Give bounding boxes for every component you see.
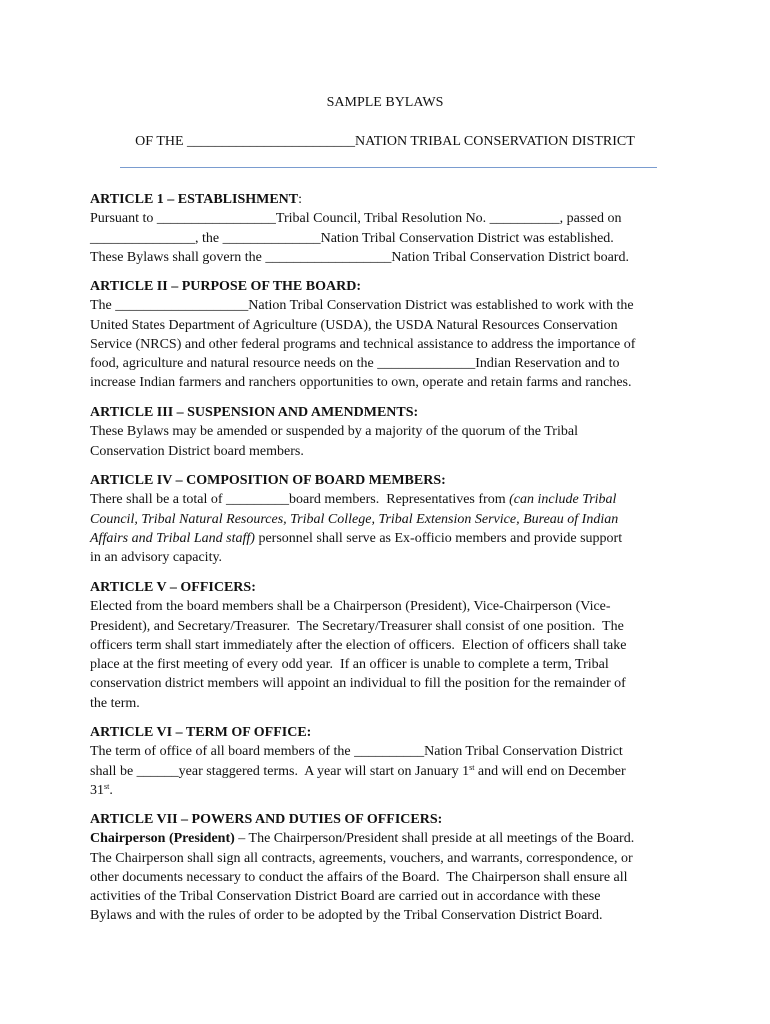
article-2-line: United States Department of Agriculture (USDA), the USDA Natural Resources Conservation	[90, 317, 618, 333]
article-5-heading: ARTICLE V – OFFICERS:	[90, 580, 256, 595]
article-1-line: _______________, the ______________Nation Tribal Conservation District was established.	[90, 230, 614, 246]
article-2-line: increase Indian farmers and ranchers opportunities to own, operate and retain farms and ranches.	[90, 375, 632, 391]
article-2-heading: ARTICLE II – PURPOSE OF THE BOARD:	[90, 279, 361, 294]
article-2-line: Service (NRCS) and other federal programs and technical assistance to address the importance of	[90, 336, 636, 352]
article-5-section	[90, 578, 690, 713]
article-4-section	[90, 471, 690, 567]
article-3-heading: ARTICLE III – SUSPENSION AND AMENDMENTS:	[90, 405, 419, 420]
header-divider	[120, 167, 657, 168]
article-7-line: activities of the Tribal Conservation District Board are carried out in accordance with these	[90, 889, 601, 905]
article-5-line: place at the first meeting of every odd year. If an officer is unable to complete a term, Tribal	[90, 657, 609, 673]
article-4-line: There shall be a total of _________board members. Representatives from (can include Tribal	[90, 492, 617, 508]
article-5-line: conservation district members will appoint an individual to fill the position for the remainder of	[90, 676, 626, 692]
article-7-line: other documents necessary to conduct the affairs of the Board. The Chairperson shall ensure all	[90, 869, 628, 885]
article-4-line: in an advisory capacity.	[90, 550, 223, 566]
article-3-section	[90, 403, 690, 461]
article-4-line: Council, Tribal Natural Resources, Tribal College, Tribal Extension Service, Bureau of Indian	[90, 511, 619, 527]
article-6-line: shall be ______year staggered terms. A year will start on January 1st and will end on December	[90, 762, 626, 779]
article-7-line: Chairperson (President) – The Chairperson/President shall preside at all meetings of the Board.	[90, 831, 635, 847]
article-4-heading: ARTICLE IV – COMPOSITION OF BOARD MEMBERS:	[90, 473, 446, 488]
article-2-line: The ___________________Nation Tribal Conservation District was established to work with the	[90, 298, 634, 314]
article-2-line: food, agriculture and natural resource needs on the ______________Indian Reservation and to	[90, 356, 620, 372]
article-1-section	[90, 190, 690, 267]
article-7-line: Bylaws and with the rules of order to be adopted by the Tribal Conservation District Board.	[90, 908, 603, 924]
article-1-line: These Bylaws shall govern the __________________Nation Tribal Conservation District board.	[90, 249, 629, 265]
article-7-heading: ARTICLE VII – POWERS AND DUTIES OF OFFICERS:	[90, 812, 443, 827]
article-6-line: The term of office of all board members of the __________Nation Tribal Conservation District	[90, 744, 623, 760]
article-6-heading: ARTICLE VI – TERM OF OFFICE:	[90, 725, 312, 740]
article-2-section	[90, 277, 690, 393]
article-5-line: Elected from the board members shall be a Chairperson (President), Vice-Chairperson (Vice-	[90, 599, 611, 615]
document-title: SAMPLE BYLAWS	[326, 95, 444, 110]
article-7-line: The Chairperson shall sign all contracts, agreements, vouchers, and warrants, correspondence, or	[90, 850, 633, 866]
article-1-line: Pursuant to _________________Tribal Council, Tribal Resolution No. __________, passed on	[90, 211, 622, 227]
article-3-line: These Bylaws may be amended or suspended by a majority of the quorum of the Tribal	[90, 424, 578, 440]
article-5-line: officers term shall start immediately after the election of officers. Election of officers shall take	[90, 637, 627, 653]
article-1-heading: ARTICLE 1 – ESTABLISHMENT:	[90, 192, 303, 207]
article-5-line: the term.	[90, 695, 140, 711]
article-3-line: Conservation District board members.	[90, 443, 304, 459]
article-5-line: President), and Secretary/Treasurer. The Secretary/Treasurer shall consist of one position. The	[90, 618, 624, 634]
article-6-section	[90, 723, 690, 800]
article-6-line: 31st.	[90, 781, 113, 798]
document-subtitle: OF THE ________________________NATION TRIBAL CONSERVATION DISTRICT	[135, 134, 635, 149]
article-4-line: Affairs and Tribal Land staff) personnel shall serve as Ex-officio members and provide support	[90, 530, 623, 546]
article-7-section	[90, 810, 690, 926]
